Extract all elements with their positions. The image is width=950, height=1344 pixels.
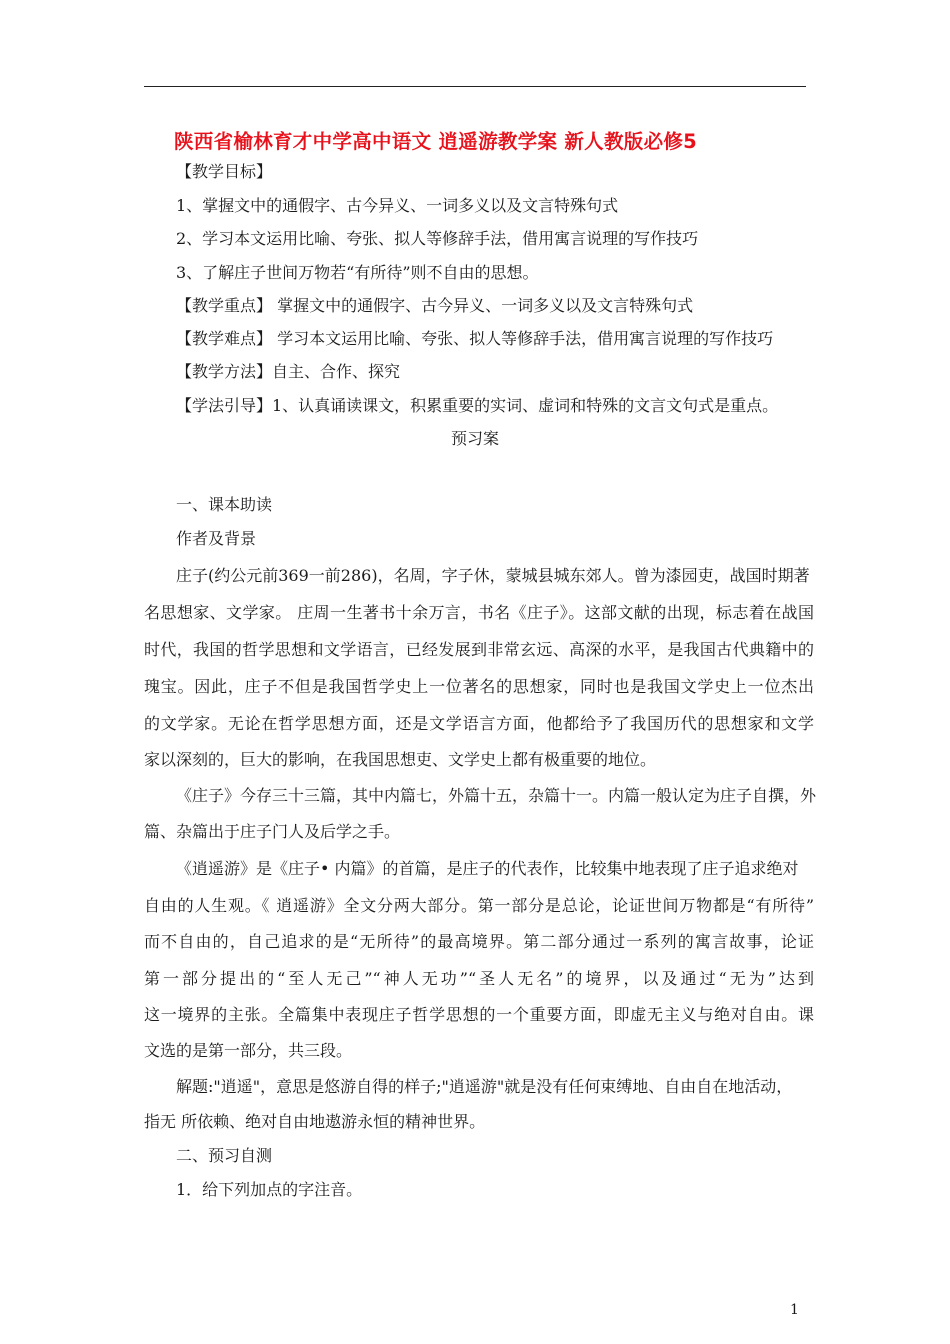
paragraph-line: 自由的人生观。《 逍遥游》全文分两大部分。第一部分是总论，论证世间万物都是“有所待”: [144, 896, 814, 915]
part2-heading: 二、预习自测: [176, 1146, 273, 1165]
part1-heading: 一、课本助读: [176, 495, 273, 514]
header-rule: [144, 86, 806, 87]
paragraph-line: 文选的是第一部分，共三段。: [144, 1041, 353, 1060]
document-title: 陕西省榆林育才中学高中语文 逍遥游教学案 新人教版必修5: [174, 130, 698, 153]
paragraph-line: 《逍遥游》是《庄子• 内篇》的首篇，是庄子的代表作，比较集中地表现了庄子追求绝对: [176, 859, 799, 878]
page-number: 1: [790, 1302, 799, 1318]
part1-subheading: 作者及背景: [176, 529, 257, 548]
paragraph-line: 指无 所依赖、绝对自由地遨游永恒的精神世界。: [144, 1112, 486, 1131]
paragraph-line: 家以深刻的，巨大的影响，在我国思想吏、文学史上都有极重要的地位。: [144, 750, 657, 769]
paragraph-line: 第一部分提出的“至人无己”“神人无功”“圣人无名”的境界，以及通过“无为”达到: [144, 969, 814, 988]
paragraph-line: 解题:"逍遥"，意思是悠游自得的样子;"逍遥游"就是没有任何束缚地、自由自在地活动，: [176, 1077, 793, 1096]
paragraph-line: 这一境界的主张。全篇集中表现庄子哲学思想的一个重要方面，即虚无主义与绝对自由。课: [144, 1005, 814, 1024]
paragraph-line: 名思想家、文学家。 庄周一生著书十余万言，书名《庄子》。这部文献的出现，标志着在战国: [144, 603, 814, 622]
study-guide: 【学法引导】1、认真诵读课文，积累重要的实词、虚词和特殊的文言文句式是重点。: [176, 396, 779, 415]
paragraph-line: 《庄子》今存三十三篇，其中内篇七，外篇十五，杂篇十一。内篇一般认定为庄子自撰，外: [176, 786, 817, 805]
difficulty: 【教学难点】 学习本文运用比喻、夸张、拟人等修辞手法，借用寓言说理的写作技巧: [176, 329, 774, 348]
objectives-header: 【教学目标】: [176, 162, 273, 181]
paragraph-line: 瑰宝。因此，庄子不但是我国哲学史上一位著名的思想家，同时也是我国文学史上一位杰出: [144, 677, 814, 696]
question-1: 1．给下列加点的字注音。: [176, 1180, 363, 1199]
paragraph-line: 篇、杂篇出于庄子门人及后学之手。: [144, 822, 401, 841]
teaching-method: 【教学方法】自主、合作、探究: [176, 362, 401, 381]
section-title: 预习案: [450, 429, 499, 448]
paragraph-line: 庄子(约公元前369一前286)，名周，字子休，蒙城县城东郊人。曾为漆园吏，战国时期著: [176, 566, 810, 585]
paragraph-line: 而不自由的，自己追求的是“无所待”的最高境界。第二部分通过一系列的寓言故事，论证: [144, 932, 814, 951]
objective-item: 3、了解庄子世间万物若“有所待”则不自由的思想。: [176, 263, 539, 282]
paragraph-line: 时代，我国的哲学思想和文学语言，已经发展到非常玄远、高深的水平，是我国古代典籍中的: [144, 640, 814, 659]
objective-item: 2、学习本文运用比喻、夸张、拟人等修辞手法，借用寓言说理的写作技巧: [176, 229, 699, 248]
paragraph-line: 的文学家。无论在哲学思想方面，还是文学语言方面，他都给予了我国历代的思想家和文学: [144, 714, 814, 733]
key-point: 【教学重点】 掌握文中的通假字、古今异义、一词多义以及文言特殊句式: [176, 296, 694, 315]
objective-item: 1、掌握文中的通假字、古今异义、一词多义以及文言特殊句式: [176, 196, 619, 215]
